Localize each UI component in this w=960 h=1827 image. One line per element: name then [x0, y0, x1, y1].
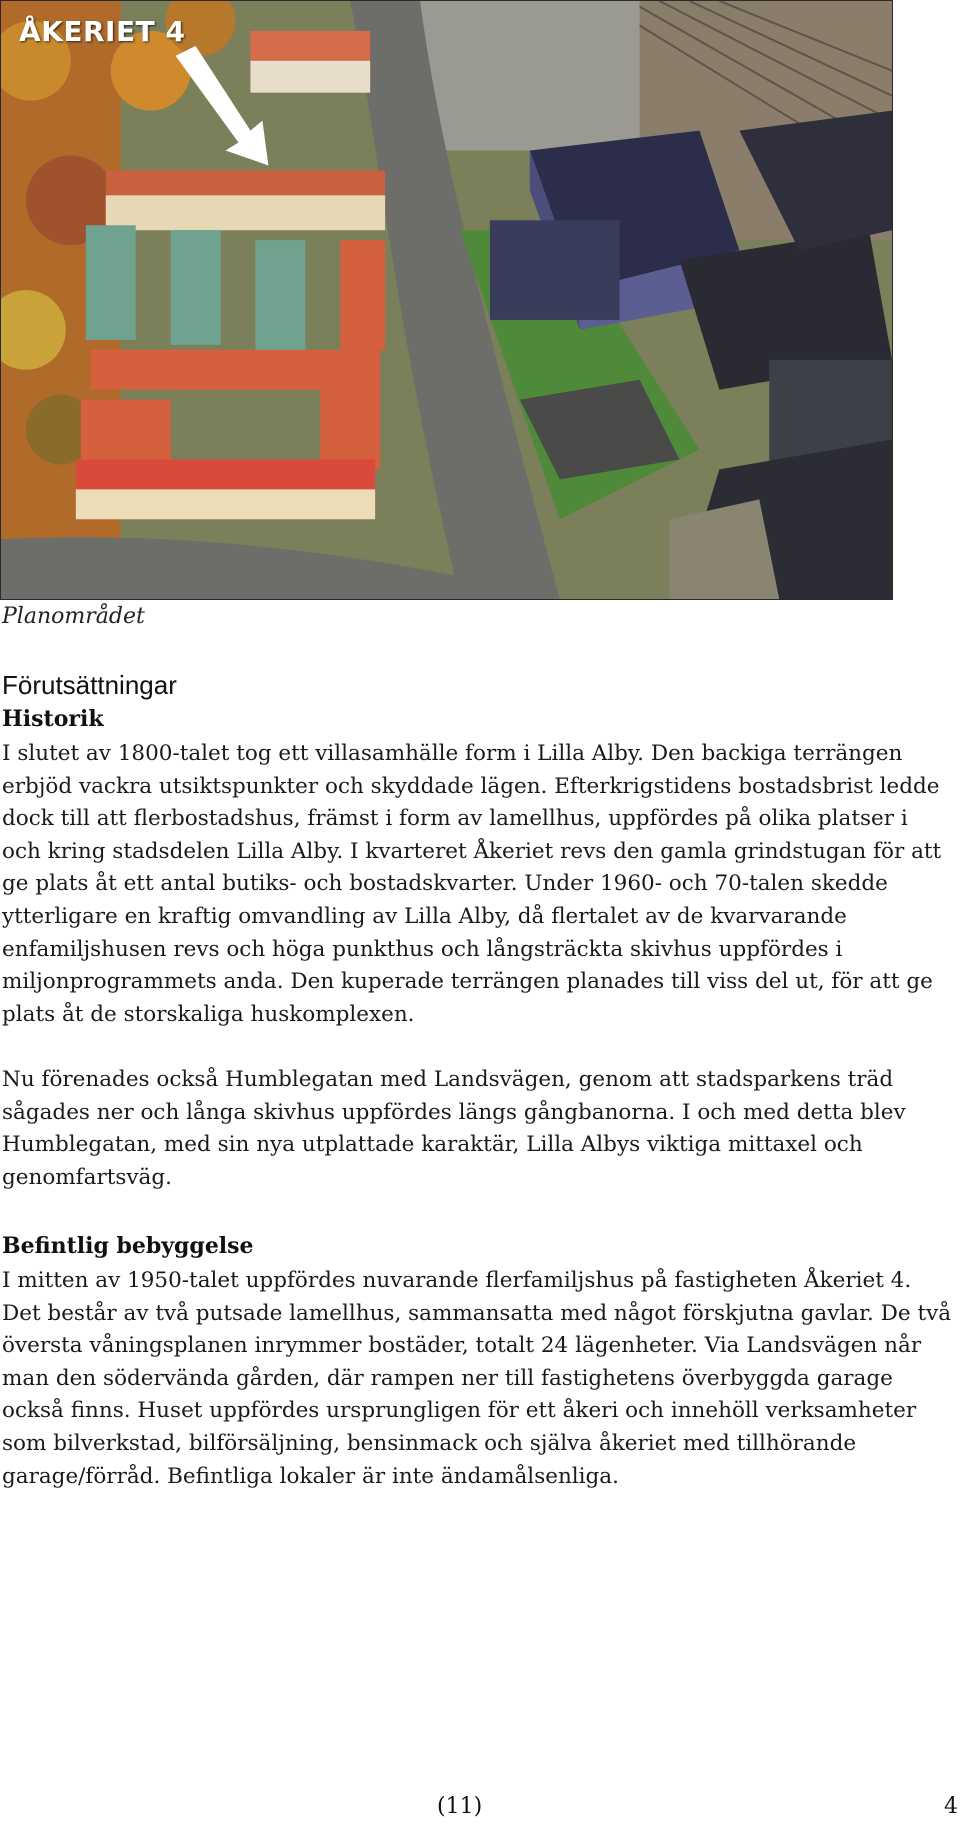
historik-paragraph-2: Nu förenades också Humblegatan med Landsvägen, genom att stadsparkens träd sågades ner och långa skivhus uppfördes längs gångbanorna. I och med detta blev Humblegatan, med sin nya utplattade karaktär, Lilla Albys viktiga mittaxel och genomfartsväg.	[2, 1067, 906, 1190]
aerial-photo-illustration	[1, 1, 892, 599]
page-number: 4	[944, 1794, 958, 1819]
photo-caption: Planområdet	[2, 604, 145, 629]
aerial-photo	[0, 0, 893, 600]
befintlig-heading: Befintlig bebyggelse	[2, 1233, 254, 1259]
total-pages: (11)	[437, 1794, 483, 1819]
historik-paragraph-1: I slutet av 1800-talet tog ett villasamhälle form i Lilla Alby. Den backiga terrängen erbjöd vackra utsiktspunkter och skyddade lägen. Efterkrigstidens bostadsbrist ledde dock till att flerbostadshus, främst i form av lamellhus, uppfördes på olika platser i och kring stadsdelen Lilla Alby. I kvarteret Åkeriet revs den gamla grindstugan för att ge plats åt ett antal butiks- och bostadskvarter. Under 1960- och 70-talen skedde ytterligare en kraftig omvandling av Lilla Alby, då flertalet av de kvarvarande enfamiljshusen revs och höga punkthus och långsträckta skivhus uppfördes i miljonprogrammets anda. Den kuperade terrängen planades till viss del ut, för att ge plats åt de storskaliga huskomplexen.	[2, 741, 942, 1027]
section-heading: Förutsättningar	[2, 670, 177, 700]
befintlig-paragraph: I mitten av 1950-talet uppfördes nuvarande flerfamiljshus på fastigheten Åkeriet 4. Det består av två putsade lamellhus, sammansatta med något förskjutna gavlar. De två översta våningsplanen inrymmer bostäder, totalt 24 lägenheter. Via Landsvägen når man den södervända gården, där rampen ner till fastighetens överbyggda garage också finns. Huset uppfördes ursprungligen för ett åkeri och innehöll verksamheter som bilverkstad, bilförsäljning, bensinmack och själva åkeriet med tillhörande garage/förråd. Befintliga lokaler är inte ändamålsenliga.	[2, 1268, 952, 1489]
photo-label: ÅKERIET 4	[19, 15, 186, 48]
historik-heading: Historik	[2, 706, 104, 732]
